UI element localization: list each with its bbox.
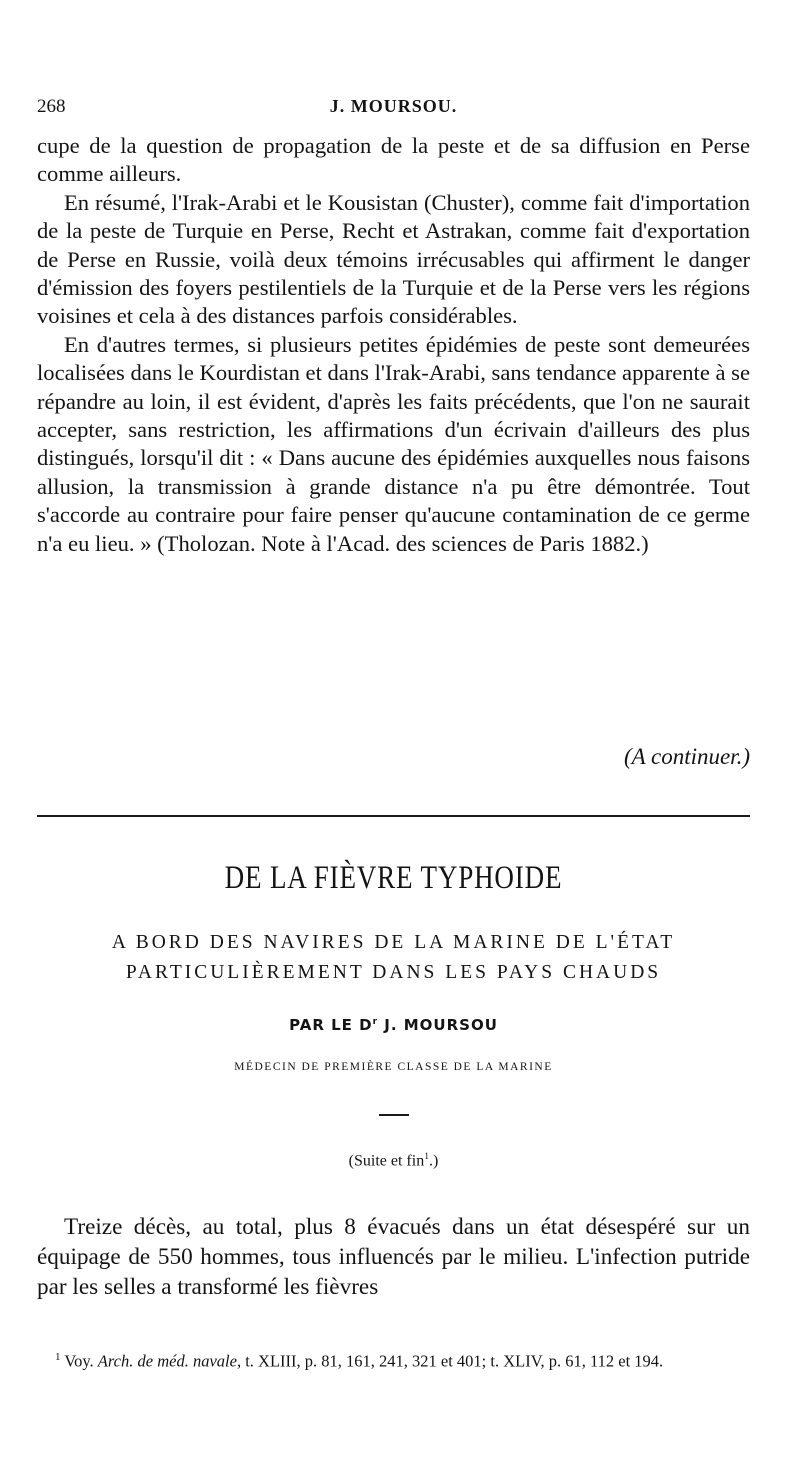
author-byline bbox=[37, 1016, 750, 1034]
footnote-refs: , t. XLIII, p. 81, 161, 241, 321 et 401; t. XLIV, p. 61, 112 et 194. bbox=[236, 1351, 664, 1371]
page-number: 268 bbox=[37, 96, 66, 117]
article-subtitle-line: A BORD DES NAVIRES DE LA MARINE DE L'ÉTAT bbox=[111, 932, 676, 953]
footnote-journal: Arch. de méd. navale bbox=[97, 1351, 237, 1371]
suite-close: .) bbox=[429, 1152, 439, 1170]
footnote-voy: Voy. bbox=[60, 1351, 98, 1371]
byline-sup: r bbox=[372, 1017, 379, 1027]
running-title: J. MOURSOU. bbox=[329, 96, 458, 116]
article-title: DE LA FIÈVRE TYPHOIDE bbox=[224, 860, 563, 896]
suite-text: (Suite et fin bbox=[348, 1152, 425, 1170]
article-text bbox=[37, 1212, 750, 1302]
section-divider bbox=[37, 815, 750, 817]
paragraph: En résumé, l'Irak-Arabi et le Kousistan (Chuster), comme fait d'importation de la peste de Turquie en Perse, Recht et Astrakan, comme fait d'exportation de Perse en Russie, voilà deux témoins irrécusables qui affirment le danger d'émission des foyers pestilentiels de la Turquie et de la Perse vers les régions voisines et cela à des distances parfois considérables. bbox=[37, 189, 750, 329]
paragraph: En d'autres termes, si plusieurs petites épidémies de peste sont demeurées localisées dans le Kourdistan et dans l'Irak-Arabi, sans tendance apparente à se répandre au loin, il est évident, d'après les faits précédents, que l'on ne saurait accepter, sans restriction, les affirmations d'un écrivain d'ailleurs des plus distingués, lorsqu'il dit : « Dans aucune des épidémies auxquelles nous faisons allusion, la transmission à grande distance n'a pu être démontrée. Tout s'accorde au contraire pour faire penser qu'aucune contamination de ce germe n'a eu lieu. » (Tholozan. Note à l'Acad. des sciences de Paris 1882.) bbox=[37, 331, 750, 556]
article-subtitle-line: PARTICULIÈREMENT DANS LES PAYS CHAUDS bbox=[125, 962, 662, 983]
byline-prefix: PAR LE D bbox=[289, 1016, 373, 1034]
section1-text bbox=[37, 132, 750, 558]
running-head bbox=[37, 92, 750, 124]
to-be-continued-note: (A continuer.) bbox=[623, 744, 750, 769]
footnote-ref: 1 bbox=[424, 1151, 429, 1162]
footnote bbox=[37, 1347, 750, 1372]
paragraph: cupe de la question de propagation de la peste et de sa diffusion en Perse comme ailleurs. bbox=[37, 133, 750, 187]
suite-note bbox=[37, 1151, 750, 1170]
footnote-marker: 1 bbox=[55, 1351, 61, 1363]
paragraph: Treize décès, au total, plus 8 évacués dans un état désespéré sur un équipage de 550 hommes, tous influencés par le milieu. L'infection putride par les selles a transformé les fièvres bbox=[37, 1214, 750, 1300]
author-name: J. MOURSOU bbox=[378, 1016, 498, 1034]
short-divider bbox=[379, 1114, 409, 1116]
author-affiliation: MÉDECIN DE PREMIÈRE CLASSE DE LA MARINE bbox=[234, 1061, 553, 1073]
